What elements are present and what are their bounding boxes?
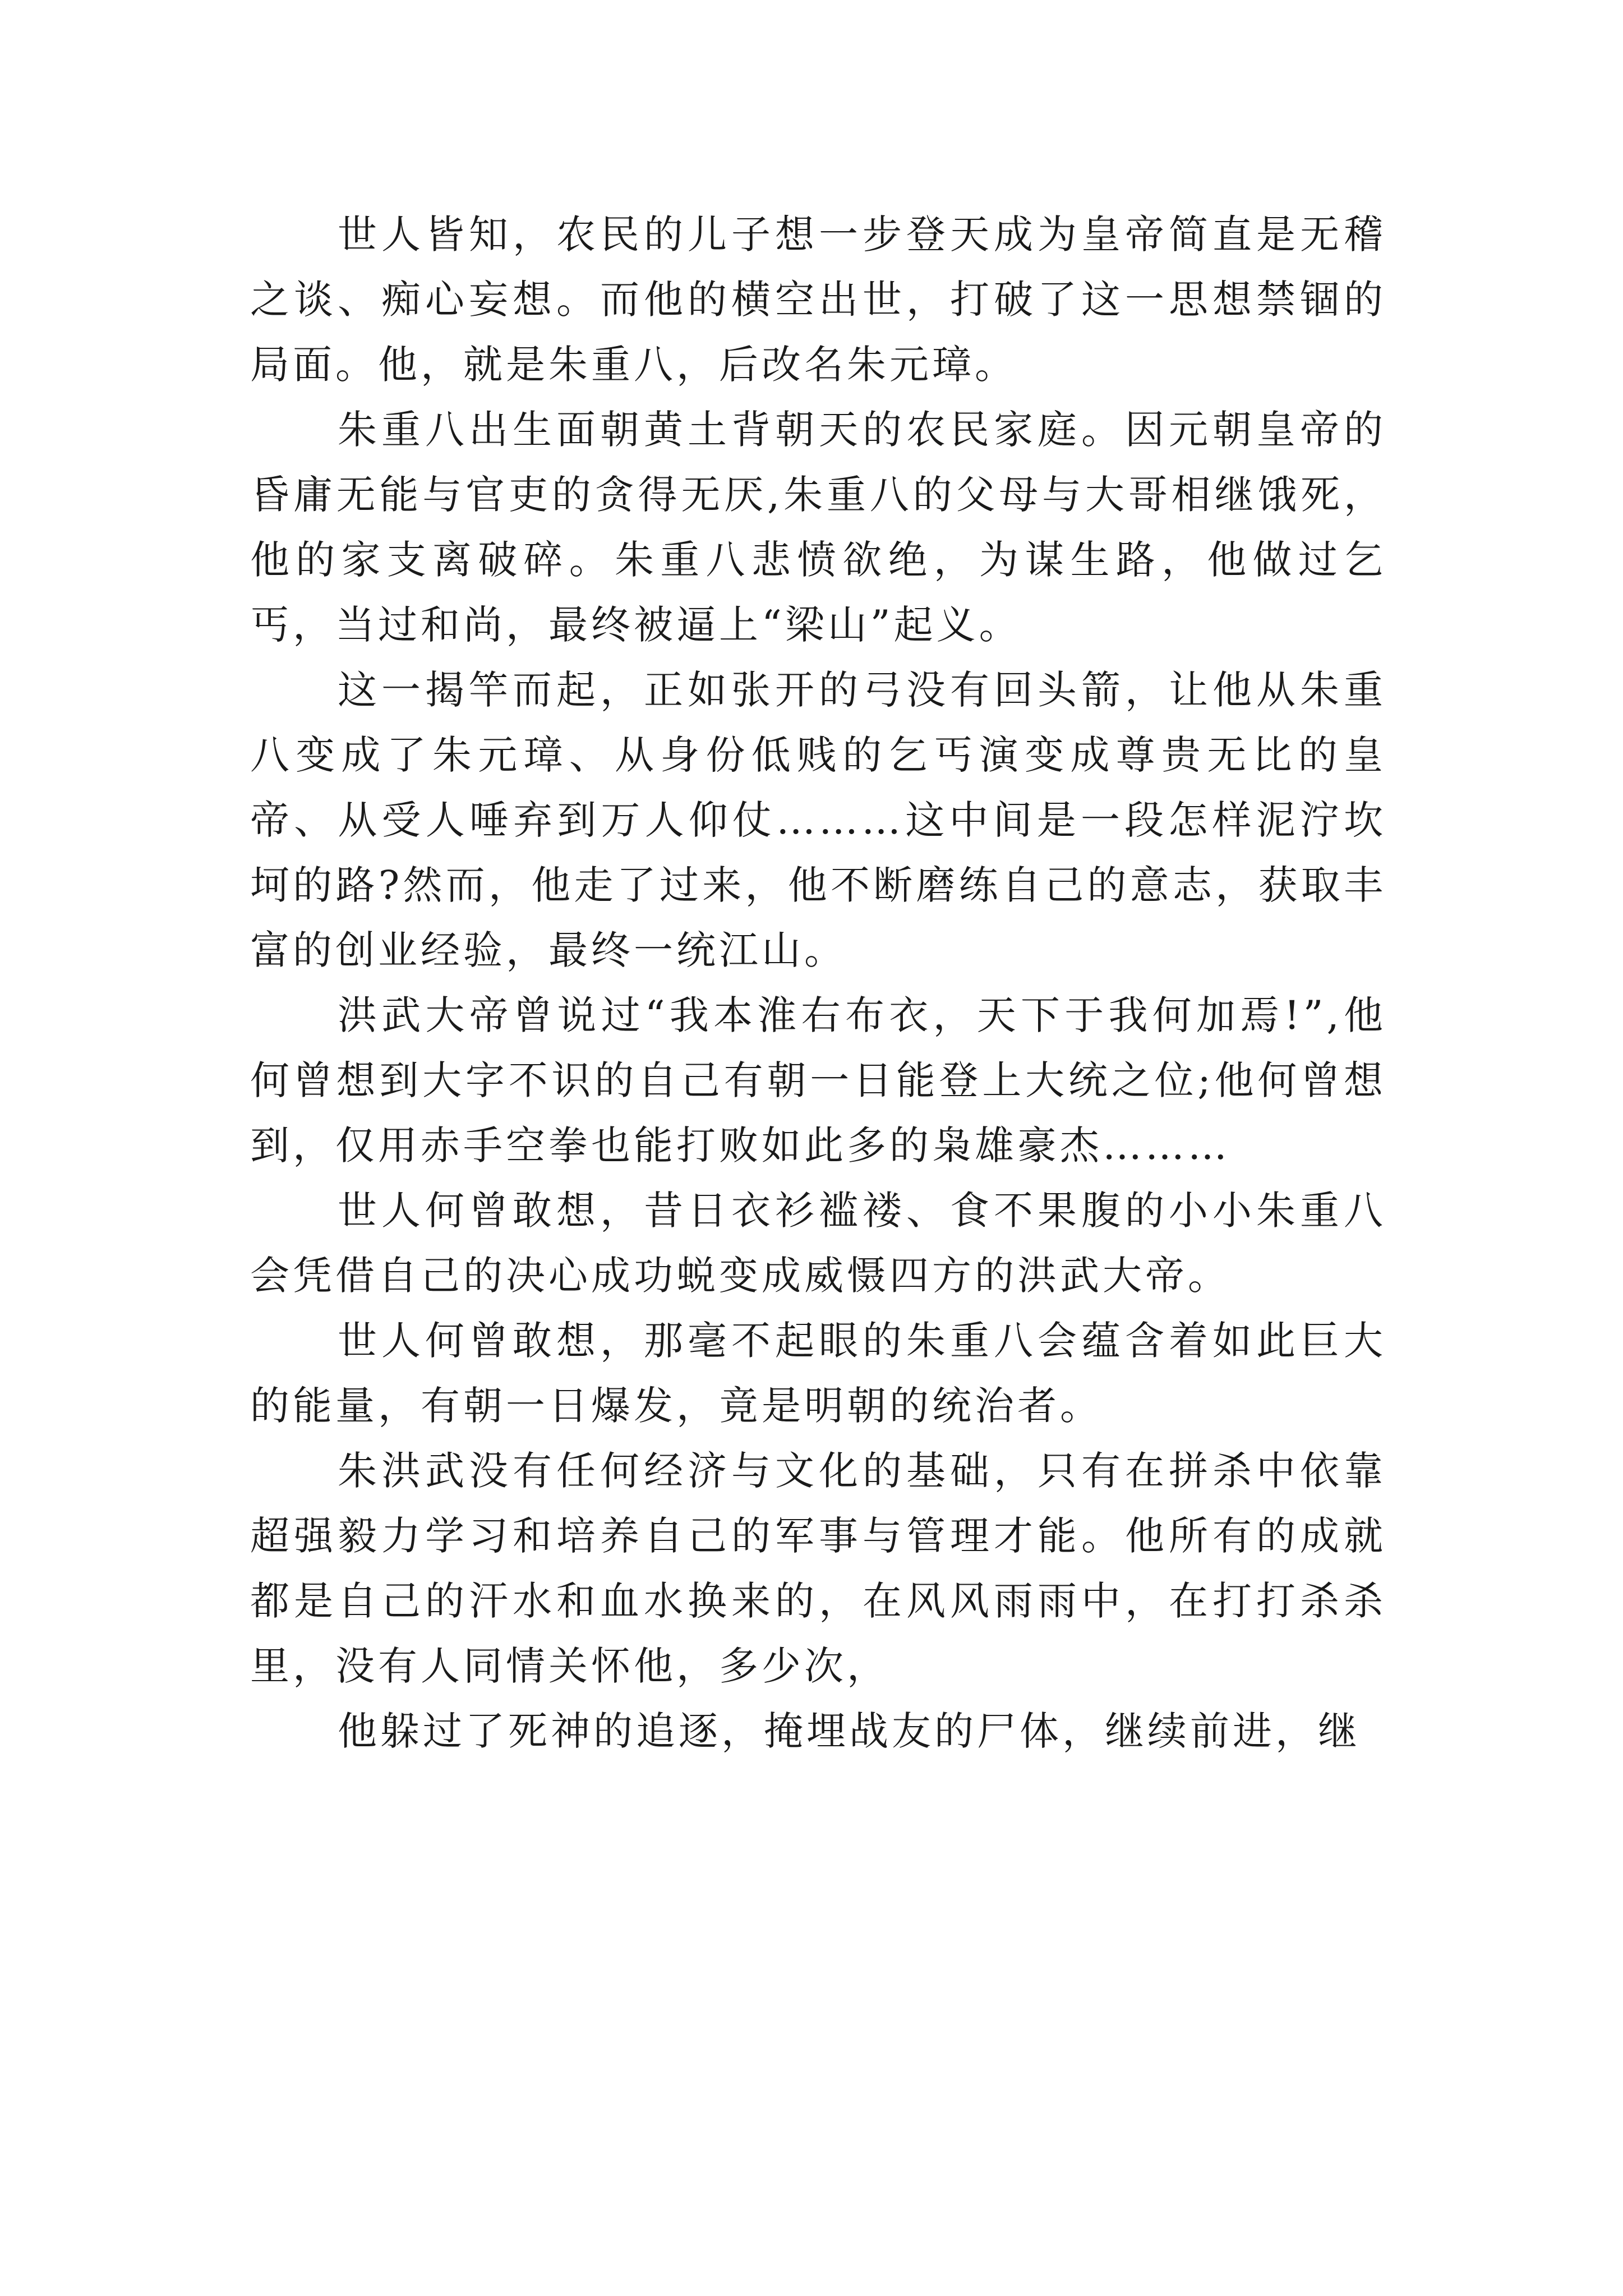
paragraph-1: 世人皆知，农民的儿子想一步登天成为皇帝简直是无稽之谈、痴心妄想。而他的横空出世，打破了这一思想禁锢的局面。他，就是朱重八，后改名朱元璋。: [250, 211, 1386, 388]
paragraph-4: 洪武大帝曾说过“我本淮右布衣，天下于我何加焉!”,他何曾想到大字不识的自己有朝一日能登上大统之位;他何曾想到，仅用赤手空拳也能打败如此多的枭雄豪杰………: [250, 992, 1386, 1168]
paragraph-8: 他躲过了死神的追逐，掩埋战友的尸体，继续前进，继: [338, 1708, 1361, 1754]
paragraph-3: 这一揭竿而起，正如张开的弓没有回头箭，让他从朱重八变成了朱元璋、从身份低贱的乞丐演变成尊贵无比的皇帝、从受人唾弃到万人仰仗………这中间是一段怎样泥泞坎坷的路?然而，他走了过来，他不断磨练自己的意志，获取丰富的创业经验，最终一统江山。: [250, 667, 1386, 973]
paragraph-7: 朱洪武没有任何经济与文化的基础，只有在拼杀中依靠超强毅力学习和培养自己的军事与管理才能。他所有的成就都是自己的汗水和血水换来的，在风风雨雨中，在打打杀杀里，没有人同情关怀他，多少次，: [250, 1448, 1386, 1689]
paragraph-5: 世人何曾敢想，昔日衣衫褴褛、食不果腹的小小朱重八会凭借自己的决心成功蜕变成威慑四方的洪武大帝。: [250, 1188, 1386, 1299]
paragraph-2: 朱重八出生面朝黄土背朝天的农民家庭。因元朝皇帝的昏庸无能与官吏的贪得无厌,朱重八的父母与大哥相继饿死，他的家支离破碎。朱重八悲愤欲绝，为谋生路，他做过乞丐，当过和尚，最终被逼上“梁山”起义。: [250, 407, 1386, 648]
body-text: [250, 202, 1386, 1764]
paragraph-6: 世人何曾敢想，那毫不起眼的朱重八会蕴含着如此巨大的能量，有朝一日爆发，竟是明朝的统治者。: [250, 1318, 1386, 1429]
